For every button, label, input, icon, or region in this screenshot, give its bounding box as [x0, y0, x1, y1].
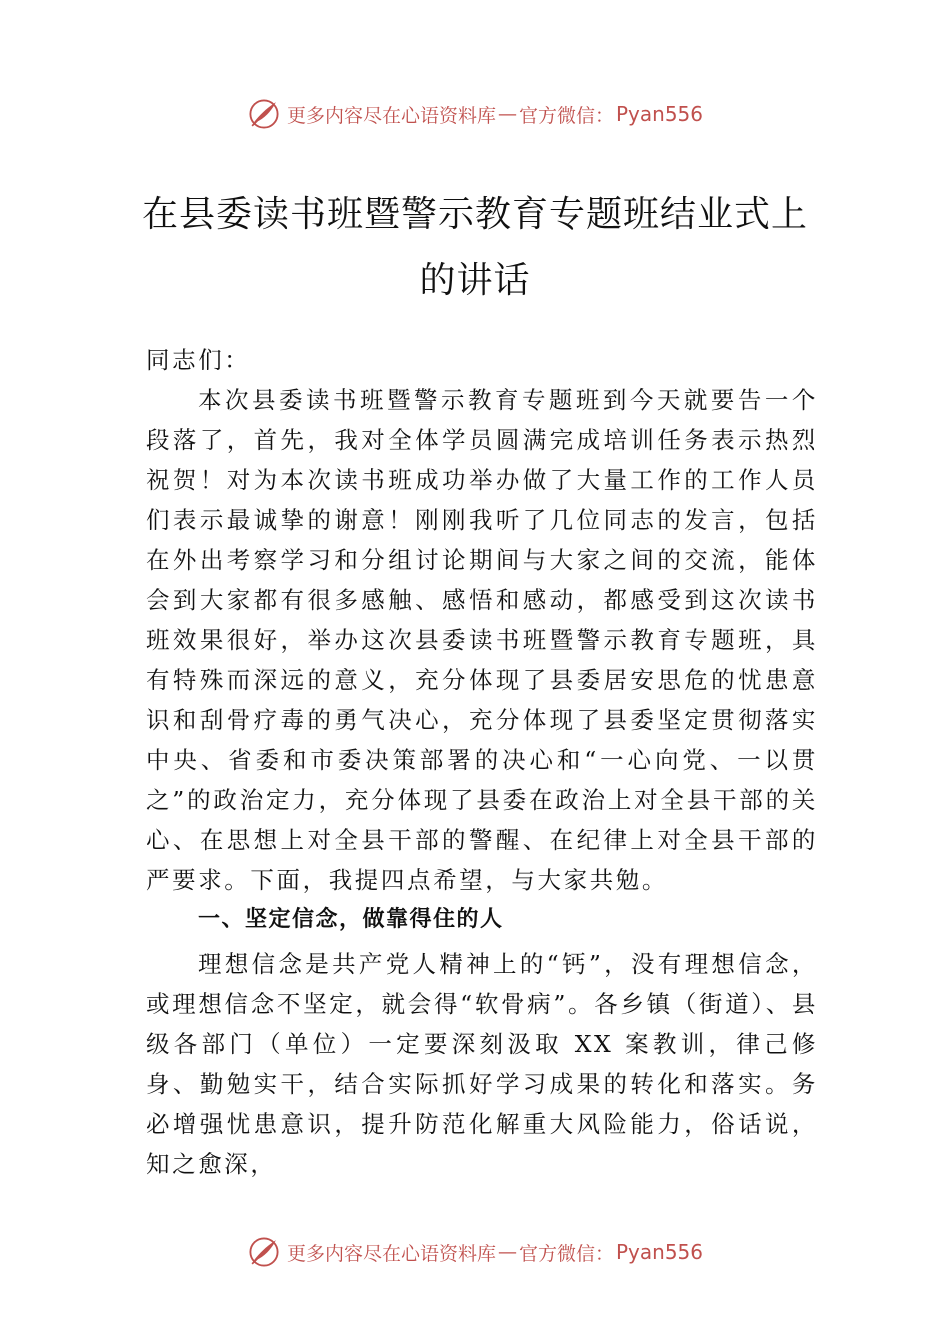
section-heading-1: 一、坚定信念，做靠得住的人	[198, 907, 504, 932]
quill-pen-logo-icon	[247, 1235, 281, 1269]
watermark-prefix: 更多内容尽在心语资料库	[286, 1242, 496, 1265]
watermark-separator: —	[497, 103, 517, 125]
watermark-wechat-id: Pyan556	[616, 1240, 704, 1264]
quill-pen-logo-icon	[247, 97, 281, 131]
watermark-prefix: 更多内容尽在心语资料库	[286, 104, 496, 127]
paragraph-1: 本次县委读书班暨警示教育专题班到今天就要告一个段落了，首先，我对全体学员圆满完成培训任务表示热烈祝贺！对为本次读书班成功举办做了大量工作的工作人员们表示最诚挚的谢意！刚刚我听了几位同志的发言，包括在外出考察学习和分组讨论期间与大家之间的交流，能体会到大家都有很多感触、感悟和感动，都感受到这次读书班效果很好，举办这次县委读书班暨警示教育专题班，具有特殊而深远的意义，充分体现了县委居安思危的忧患意识和刮骨疗毒的勇气决心，充分体现了县委坚定贯彻落实中央、省委和市委决策部署的决心和“一心向党、一以贯之”的政治定力，充分体现了县委在政治上对全县干部的关心、在思想上对全县干部的警醒、在纪律上对全县干部的严要求。下面，我提四点希望，与大家共勉。	[146, 386, 818, 894]
salutation: 同志们：	[146, 346, 251, 374]
watermark-label: 官方微信：	[518, 104, 614, 127]
footer-watermark	[0, 1232, 950, 1272]
watermark-label: 官方微信：	[518, 1242, 614, 1265]
watermark-wechat-id: Pyan556	[616, 102, 704, 126]
watermark-separator: —	[497, 1241, 517, 1263]
paragraph-2: 理想信念是共产党人精神上的“钙”，没有理想信念，或理想信念不坚定，就会得“软骨病”。各乡镇（街道）、县级各部门（单位）一定要深刻汲取 XX 案教训，律己修身、勤勉实干，结合实际抓好学习成果的转化和落实。务必增强忧患意识，提升防范化解重大风险能力，俗话说，知之愈深，	[146, 950, 818, 1178]
header-watermark	[0, 94, 950, 134]
document-body	[146, 340, 818, 1184]
document-title: 在县委读书班暨警示教育专题班结业式上的讲话	[141, 194, 808, 301]
